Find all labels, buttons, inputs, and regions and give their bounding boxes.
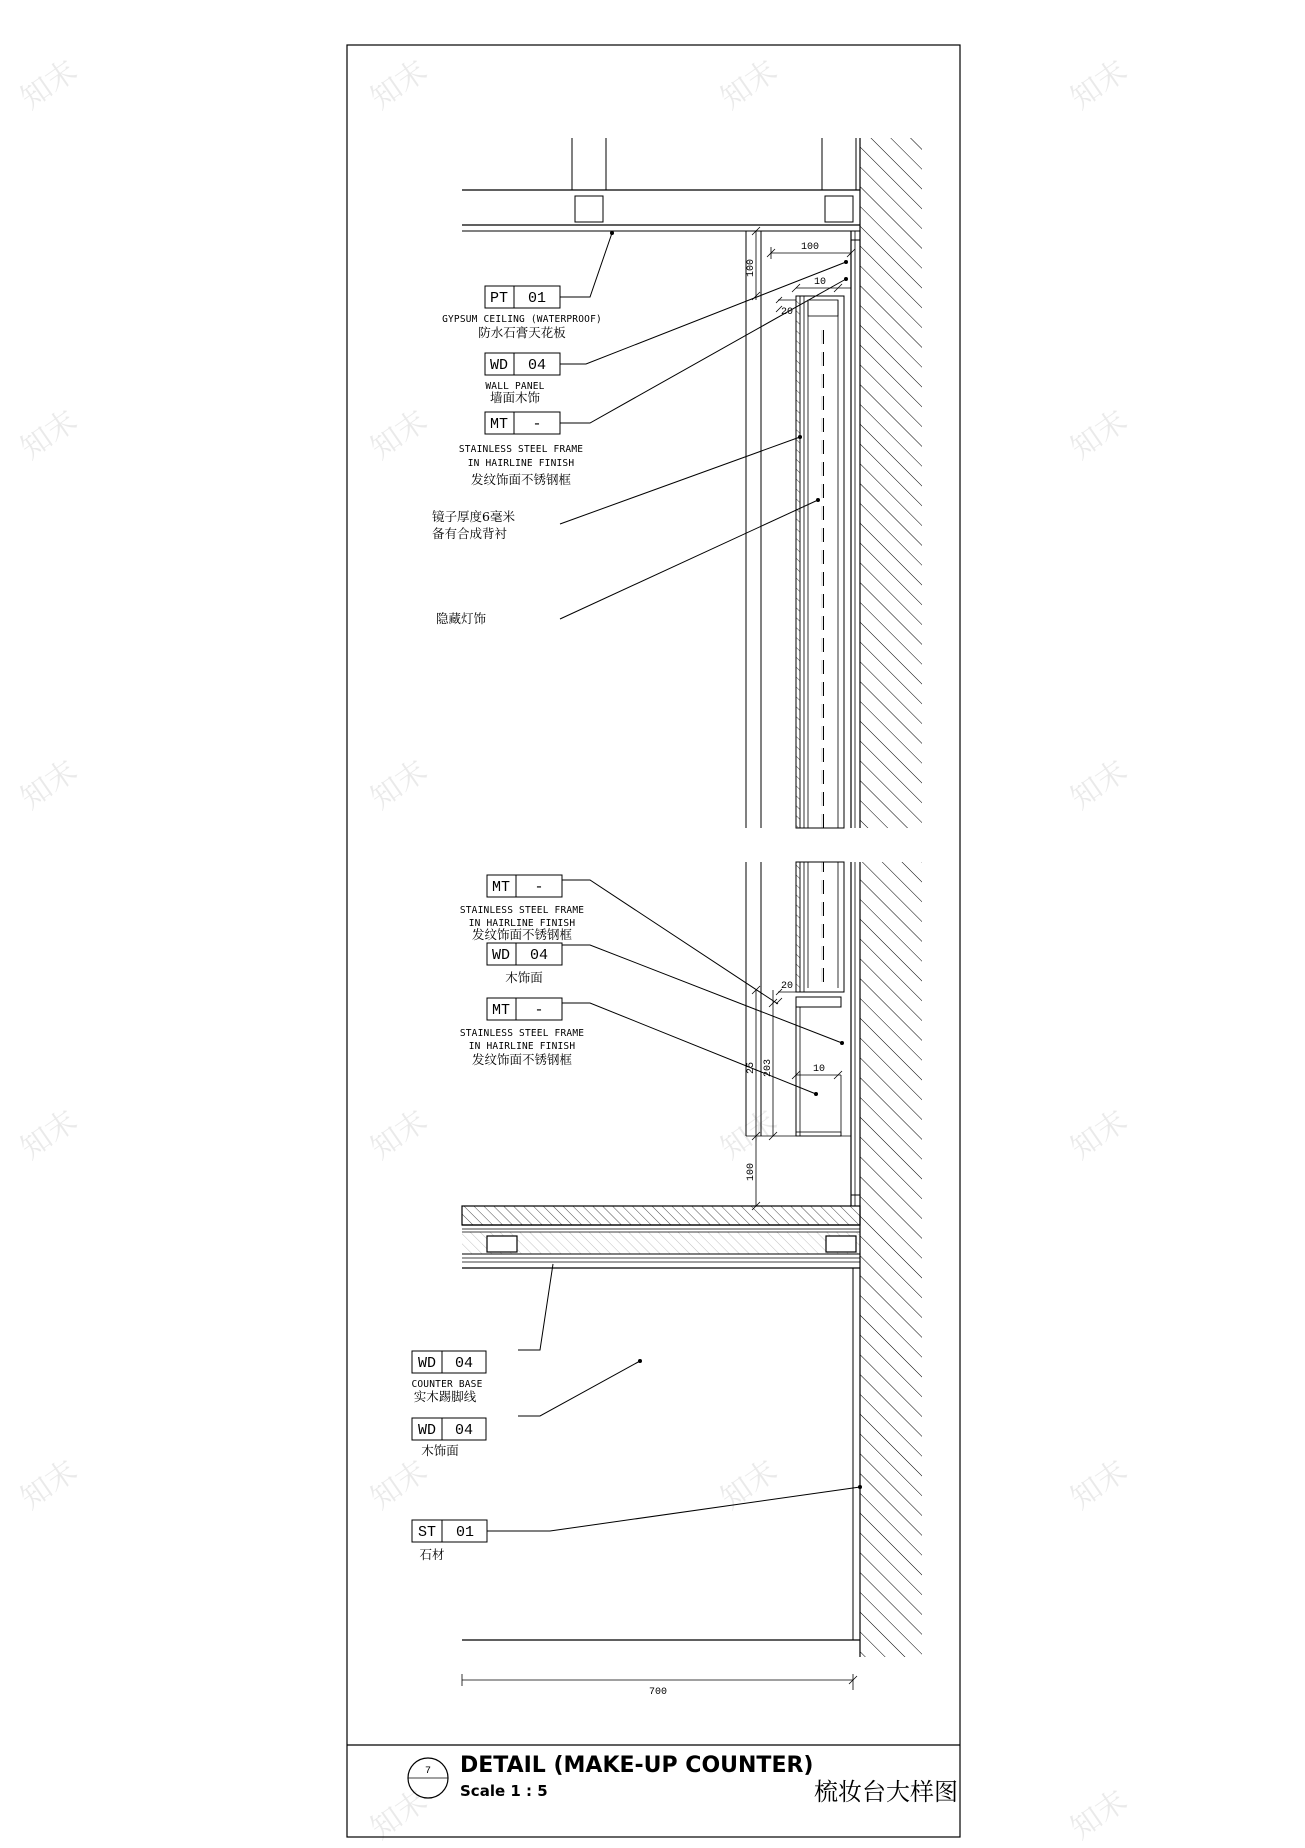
note-wood-finish-cn: 木饰面 [505,970,543,985]
watermark-text: 知末 [714,1103,784,1167]
watermark-text: 知末 [14,403,84,467]
tag-code: WD [417,1422,437,1439]
tag-number: 04 [454,1422,474,1439]
dim-10-top: 10 [813,277,827,288]
tag-pt01 [485,286,560,308]
watermark-text: 知末 [364,753,434,817]
tag-mt-frame-low [487,998,562,1020]
watermark-text: 知末 [14,1103,84,1167]
tag-number: 04 [454,1355,474,1372]
note-ss-frame-en-1: STAINLESS STEEL FRAME [458,444,584,455]
note-hidden-light-cn: 隐藏灯饰 [436,611,487,626]
note-mirror-cn-1: 镜子厚度6毫米 [432,509,515,524]
watermark-text: 知末 [364,403,434,467]
watermark-text: 知末 [364,1783,434,1847]
leader-dots [610,231,862,1489]
tag-number: 01 [455,1524,475,1541]
note-counter-base-en: COUNTER BASE [411,1379,483,1390]
watermark-text: 知末 [364,1453,434,1517]
watermark-text: 知末 [14,53,84,117]
dim-10-mid: 10 [812,1064,826,1075]
tag-wd04-counter-front [412,1418,486,1440]
watermark-text: 知末 [14,753,84,817]
tag-code: PT [489,290,509,307]
watermark-text: 知末 [364,1103,434,1167]
dim-20-top: 20 [780,307,794,318]
tag-wd04-wall [485,353,560,375]
note-ss-frame2-en-1: STAINLESS STEEL FRAME [459,905,585,916]
tag-mt-frame-top [485,412,560,434]
tag-code: WD [489,357,509,374]
watermark-text: 知末 [714,53,784,117]
note-ss-frame2-cn: 发纹饰面不锈钢框 [471,927,573,942]
watermark-text: 知末 [14,1453,84,1517]
tag-wd04-mid [487,943,562,965]
dim-100-top-v: 100 [746,258,757,278]
note-mirror-cn-2: 备有合成背衬 [432,526,508,541]
note-gypsum-cn: 防水石膏天花板 [478,325,566,340]
note-counter-base-cn: 实木踢脚线 [413,1389,477,1404]
tag-code: WD [491,947,511,964]
dim-100-top-h: 100 [800,242,820,253]
watermark-text: 知末 [364,53,434,117]
note-ss-frame-cn: 发纹饰面不锈钢框 [470,472,572,487]
tag-mt-frame-mid [487,875,562,897]
watermark-text: 知末 [1064,1103,1134,1167]
tag-number: 04 [529,947,549,964]
tag-code: MT [491,879,511,896]
note-wall-panel-cn: 墙面木饰 [489,390,541,405]
note-stone-cn: 石材 [419,1547,445,1562]
tag-code: MT [491,1002,511,1019]
watermark-text: 知末 [1064,1783,1134,1847]
tag-st01 [412,1520,487,1542]
dim-700: 700 [648,1687,668,1698]
note-gypsum-en: GYPSUM CEILING (WATERPROOF) [442,314,602,325]
dim-203: 203 [763,1058,774,1078]
tag-code: ST [417,1524,437,1541]
tag-code: MT [489,416,509,433]
watermark-text: 知末 [1064,1453,1134,1517]
note-ss-frame-en-2: IN HAIRLINE FINISH [467,458,575,469]
note-wood-finish2-cn: 木饰面 [421,1443,459,1458]
note-ss-frame2-en-2: IN HAIRLINE FINISH [468,918,576,929]
note-ss-frame3-en-2: IN HAIRLINE FINISH [468,1041,576,1052]
title-block [408,1753,958,1806]
dim-25: 25 [746,1061,757,1075]
detail-number: 7 [424,1766,432,1777]
tag-code: WD [417,1355,437,1372]
note-ss-frame3-en-1: STAINLESS STEEL FRAME [459,1028,585,1039]
tag-number: - [534,879,544,896]
tag-number: 04 [527,357,547,374]
note-wall-panel-en: WALL PANEL [485,381,545,392]
note-ss-frame3-cn: 发纹饰面不锈钢框 [471,1052,573,1067]
dim-20-bottom: 20 [780,981,794,992]
watermark-text: 知末 [1064,53,1134,117]
tag-wd04-counter-base [412,1351,486,1373]
tag-number: 01 [527,290,547,307]
watermark-text: 知末 [714,1453,784,1517]
tag-number: - [532,416,542,433]
watermark-text: 知末 [1064,753,1134,817]
tag-number: - [534,1002,544,1019]
detail-scale: Scale 1 : 5 [460,1782,548,1800]
detail-title: DETAIL (MAKE-UP COUNTER) [460,1753,814,1778]
detail-title-cn: 梳妆台大样图 [814,1778,958,1806]
watermark-text: 知末 [1064,403,1134,467]
dim-100-bottom: 100 [746,1162,757,1182]
